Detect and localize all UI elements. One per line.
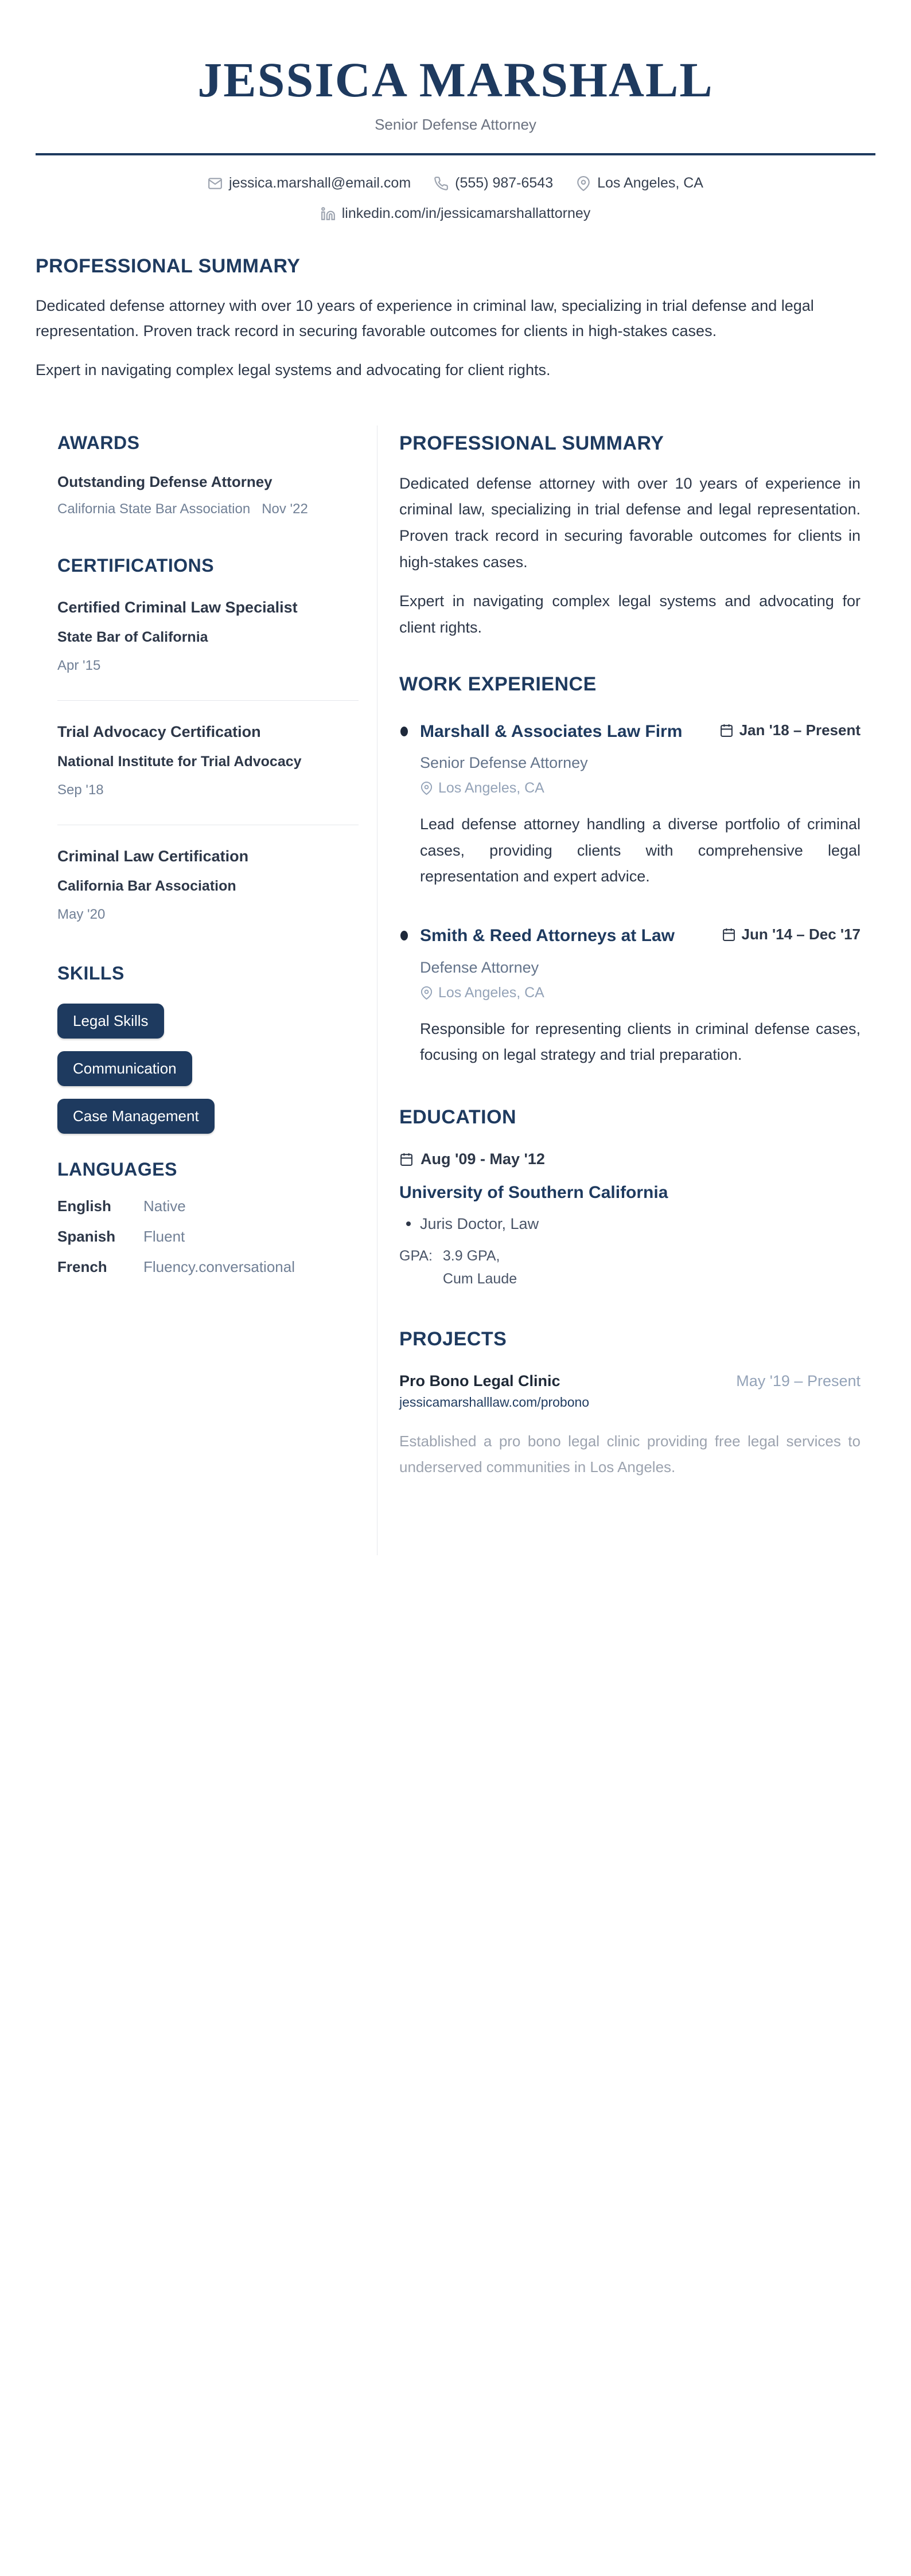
projects-section (399, 1328, 861, 1481)
language-row (57, 1197, 359, 1215)
education-section (399, 1106, 861, 1290)
skill-chip: Legal Skills (57, 1004, 164, 1039)
education-school: University of Southern California (399, 1182, 668, 1202)
certification-item (57, 720, 359, 798)
job-description: Responsible for representing clients in criminal defense cases, focusing on legal strategy and trial preparation. (420, 1020, 861, 1064)
skills-section (57, 963, 359, 1134)
language-name: English (57, 1197, 111, 1215)
language-level: Fluent (143, 1227, 185, 1245)
job-dates (722, 926, 861, 943)
contact-row-secondary (36, 205, 875, 222)
certification-date: Apr '15 (57, 657, 101, 673)
education-degree-row (399, 1215, 861, 1233)
job-location-text: Los Angeles, CA (438, 984, 544, 1001)
map-pin-icon (420, 782, 433, 795)
bullet-dot (406, 1221, 411, 1226)
contact-linkedin (321, 205, 591, 222)
gpa-value-line-2: Cum Laude (442, 1270, 517, 1287)
job-header (420, 923, 861, 950)
certification-org: State Bar of California (57, 629, 208, 645)
certification-divider (57, 700, 359, 701)
top-professional-summary (36, 255, 875, 383)
sidebar-column (36, 426, 377, 1555)
job-dates (719, 721, 861, 739)
language-name: French (57, 1258, 107, 1275)
certification-org: National Institute for Trial Advocacy (57, 754, 302, 770)
job-company: Marshall & Associates Law Firm (420, 721, 683, 741)
job-dates-text: Jan '18 – Present (739, 721, 861, 739)
certification-item (57, 845, 359, 923)
contact-email (208, 175, 411, 192)
certification-org: California Bar Association (57, 878, 236, 894)
language-name: Spanish (57, 1227, 116, 1245)
job-entry (399, 923, 861, 1068)
award-meta (57, 501, 359, 517)
projects-heading: PROJECTS (399, 1328, 507, 1350)
top-summary-heading: PROFESSIONAL SUMMARY (36, 255, 301, 278)
main-column (377, 426, 875, 1555)
job-dates-text: Jun '14 – Dec '17 (741, 926, 861, 943)
award-issuer: California State Bar Association (57, 501, 251, 517)
education-degree: Juris Doctor, Law (420, 1215, 539, 1232)
job-location (420, 985, 861, 1001)
education-dates (399, 1150, 861, 1168)
job-entry (399, 719, 861, 890)
awards-heading: AWARDS (57, 432, 140, 453)
project-description: Established a pro bono legal clinic providing free legal services to underserved communities in Los Angeles. (399, 1432, 861, 1476)
languages-section (57, 1159, 359, 1276)
certification-title: Certified Criminal Law Specialist (57, 598, 298, 616)
phone-icon (434, 176, 449, 191)
summary-paragraph-1: Dedicated defense attorney with over 10 years of experience in criminal law, specializing in trial defense and legal representation. Proven track record in securing favorable outcomes for clients in high-stakes cases. (399, 474, 861, 571)
project-entry (399, 1372, 861, 1481)
awards-section (57, 432, 359, 517)
summary-paragraph-2: Expert in navigating complex legal systems and advocating for client rights. (399, 592, 861, 636)
certification-title: Criminal Law Certification (57, 847, 249, 865)
job-role: Defense Attorney (420, 958, 539, 976)
contact-location-text: Los Angeles, CA (597, 175, 703, 192)
header-divider (36, 153, 875, 155)
job-bullet-dot (400, 931, 408, 940)
top-summary-paragraph-2: Expert in navigating complex legal systems and advocating for client rights. (36, 361, 551, 378)
candidate-job-title: Senior Defense Attorney (375, 116, 536, 134)
gpa-value-line-1: 3.9 GPA, (442, 1247, 500, 1264)
top-summary-paragraph-1: Dedicated defense attorney with over 10 years of experience in criminal law, specializing in trial defense and legal representation. Proven track record in securing favorable outcomes for clients in high-stakes cases. (36, 297, 814, 340)
language-level: Native (143, 1197, 186, 1215)
education-heading: EDUCATION (399, 1106, 517, 1128)
language-list (57, 1197, 359, 1276)
job-company: Smith & Reed Attorneys at Law (420, 926, 675, 946)
project-title: Pro Bono Legal Clinic (399, 1372, 560, 1390)
language-level: Fluency.conversational (143, 1258, 295, 1275)
contact-phone (434, 175, 553, 192)
education-gpa-row (399, 1244, 861, 1290)
skill-chip: Case Management (57, 1099, 215, 1134)
project-header (399, 1372, 861, 1390)
contact-email-text: jessica.marshall@email.com (229, 175, 411, 192)
envelope-icon (208, 176, 223, 191)
job-description: Lead defense attorney handling a diverse portfolio of criminal cases, providing clients with comprehensive legal representation and expert advice. (420, 815, 861, 885)
work-experience-heading: WORK EXPERIENCE (399, 673, 597, 695)
map-pin-icon (576, 176, 591, 191)
calendar-icon (399, 1152, 414, 1166)
candidate-name: JESSICA MARSHALL (197, 52, 714, 107)
job-location-text: Los Angeles, CA (438, 780, 544, 797)
skill-chip-list (57, 1004, 359, 1134)
project-dates: May '19 – Present (736, 1372, 861, 1390)
certification-date: Sep '18 (57, 782, 104, 798)
education-dates-text: Aug '09 - May '12 (421, 1150, 545, 1168)
job-header (420, 719, 861, 746)
skills-heading: SKILLS (57, 962, 124, 983)
contact-linkedin-text: linkedin.com/in/jessicamarshallattorney (341, 205, 591, 222)
job-role: Senior Defense Attorney (420, 754, 588, 772)
certification-date: May '20 (57, 906, 106, 922)
project-link[interactable]: jessicamarshalllaw.com/probono (399, 1394, 590, 1410)
professional-summary-heading: PROFESSIONAL SUMMARY (399, 432, 664, 454)
award-item (57, 473, 359, 517)
gpa-label: GPA: (399, 1247, 433, 1264)
language-row (57, 1258, 359, 1276)
contact-phone-text: (555) 987-6543 (455, 175, 554, 192)
calendar-icon (722, 927, 736, 942)
professional-summary-section (399, 432, 861, 641)
certifications-heading: CERTIFICATIONS (57, 555, 215, 576)
job-location (420, 780, 861, 797)
calendar-icon (719, 723, 734, 737)
two-column-body (36, 426, 875, 1555)
certification-title: Trial Advocacy Certification (57, 723, 261, 740)
work-experience-section (399, 673, 861, 1068)
contact-location (576, 175, 703, 192)
certification-item (57, 596, 359, 674)
skill-chip: Communication (57, 1051, 192, 1086)
job-bullet-dot (400, 727, 408, 736)
languages-heading: LANGUAGES (57, 1158, 177, 1180)
contact-row-primary (36, 175, 875, 192)
linkedin-icon (321, 206, 336, 221)
gpa-value (443, 1244, 517, 1290)
resume-header (36, 54, 875, 222)
map-pin-icon (420, 986, 433, 1000)
award-date: Nov '22 (262, 501, 308, 517)
award-title: Outstanding Defense Attorney (57, 473, 272, 490)
certifications-section (57, 555, 359, 923)
language-row (57, 1228, 359, 1246)
